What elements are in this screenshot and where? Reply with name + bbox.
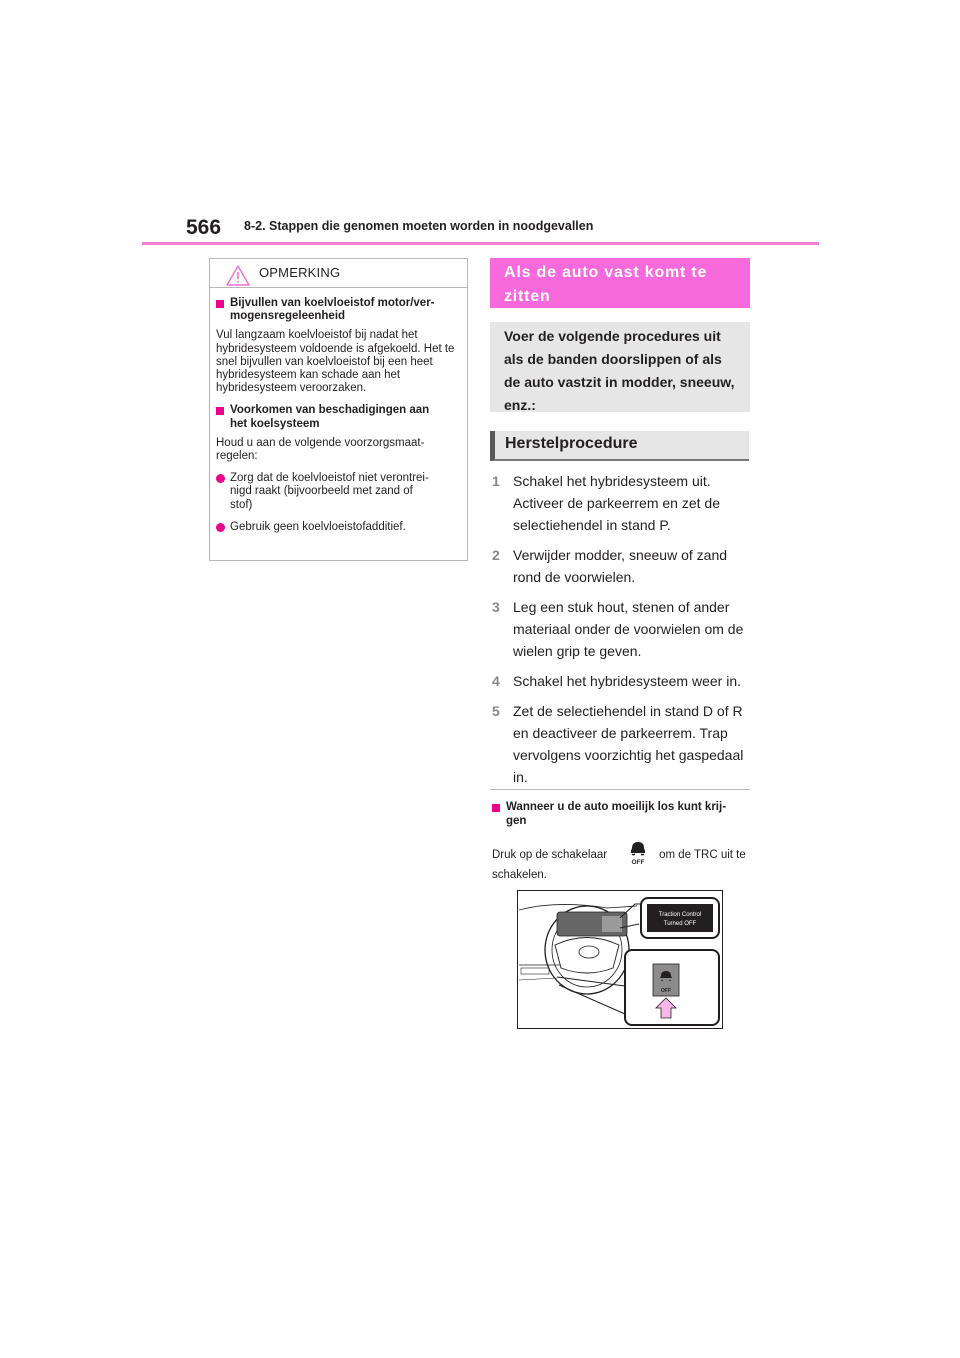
- step-item: [492, 670, 752, 692]
- step-number: 2: [492, 547, 500, 563]
- note-bullet-text: Zorg dat de koelvloeistof niet verontrei- nigd raakt (bijvoorbeeld met zand of stof): [230, 472, 429, 511]
- trc-icon-label: OFF: [631, 859, 645, 865]
- step-item: [492, 544, 752, 588]
- page-header: [0, 0, 960, 250]
- note-bullet-text: Gebruik geen koelvloeistofadditief.: [230, 520, 406, 533]
- subnote-heading: [492, 801, 750, 828]
- step-text: Leg een stuk hout, stenen of ander materiaal onder de voorwielen om de wielen grip te geven.: [513, 599, 744, 659]
- main-heading: Als de auto vast komt te zitten: [490, 258, 750, 308]
- step-item: [492, 596, 752, 662]
- step-item: [492, 470, 752, 536]
- step-number: 5: [492, 703, 500, 719]
- note-bullet: [216, 521, 460, 534]
- step-list: [492, 470, 752, 796]
- page-number: 566: [186, 216, 222, 239]
- subnote-text-after: om de TRC uit te schakelen.: [492, 849, 746, 881]
- section-divider: [490, 789, 750, 790]
- step-item: [492, 700, 752, 788]
- dashboard-illustration: [517, 890, 723, 1029]
- header-rule: [142, 242, 819, 245]
- note-title: OPMERKING: [259, 265, 341, 280]
- subnote-heading-text: Wanneer u de auto moeilijk los kunt krij- gen: [506, 801, 727, 827]
- note-item-heading-text: Voorkomen van beschadigingen aan het koelsysteem: [230, 404, 430, 430]
- step-text: Verwijder modder, sneeuw of zand rond de voorwielen.: [513, 547, 728, 585]
- warning-icon: [226, 265, 250, 286]
- note-header: [210, 259, 467, 287]
- step-text: Schakel het hybridesysteem weer in.: [513, 673, 741, 689]
- subnote-text-before: Druk op de schakelaar: [492, 849, 608, 861]
- subnote-text: [492, 845, 754, 885]
- trc-off-icon: [626, 839, 650, 865]
- note-item-heading-text: Bijvullen van koelvloeistof motor/ver- mogensregeleenheid: [230, 297, 435, 323]
- step-number: 1: [492, 473, 500, 489]
- display-line-2: Turned OFF: [663, 921, 697, 927]
- step-number: 3: [492, 599, 500, 615]
- round-bullet-icon: [216, 474, 225, 483]
- procedure-heading: Herstelprocedure: [490, 431, 749, 461]
- note-bullet: [216, 472, 460, 512]
- step-text: Schakel het hybridesysteem uit. Activeer de parkeerrem en zet de selectiehendel in stand P.: [513, 473, 720, 533]
- note-box: [209, 258, 468, 561]
- step-text: Zet de selectiehendel in stand D of R en deactiveer de parkeerrem. Trap vervolgens voorzichtig het gaspedaal in.: [513, 703, 744, 785]
- round-bullet-icon: [216, 523, 225, 532]
- switch-label: OFF: [661, 988, 671, 994]
- step-number: 4: [492, 673, 500, 689]
- square-bullet-icon: [492, 804, 500, 812]
- section-title: 8-2. Stappen die genomen moeten worden in noodgevallen: [244, 219, 594, 233]
- square-bullet-icon: [216, 407, 224, 415]
- square-bullet-icon: [216, 300, 224, 308]
- note-item-text: Houd u aan de volgende voorzorgsmaat- regelen:: [216, 436, 425, 463]
- display-line-1: Traction Control: [658, 912, 702, 918]
- note-item-heading: [216, 297, 460, 323]
- note-divider: [210, 287, 467, 288]
- intro-box: Voer de volgende procedures uit als de banden doorslippen of als de auto vastzit in modder, sneeuw, enz.:: [490, 322, 750, 412]
- note-item-text: Vul langzaam koelvloeistof bij nadat het hybridesysteem voldoende is afgekoeld. Het te snel bijvullen van koelvloeistof bij een heet hybridesysteem kan schade aan het hybridesysteem veroorzaken.: [216, 329, 455, 395]
- note-item-heading: [216, 404, 460, 430]
- note-content: [216, 297, 460, 543]
